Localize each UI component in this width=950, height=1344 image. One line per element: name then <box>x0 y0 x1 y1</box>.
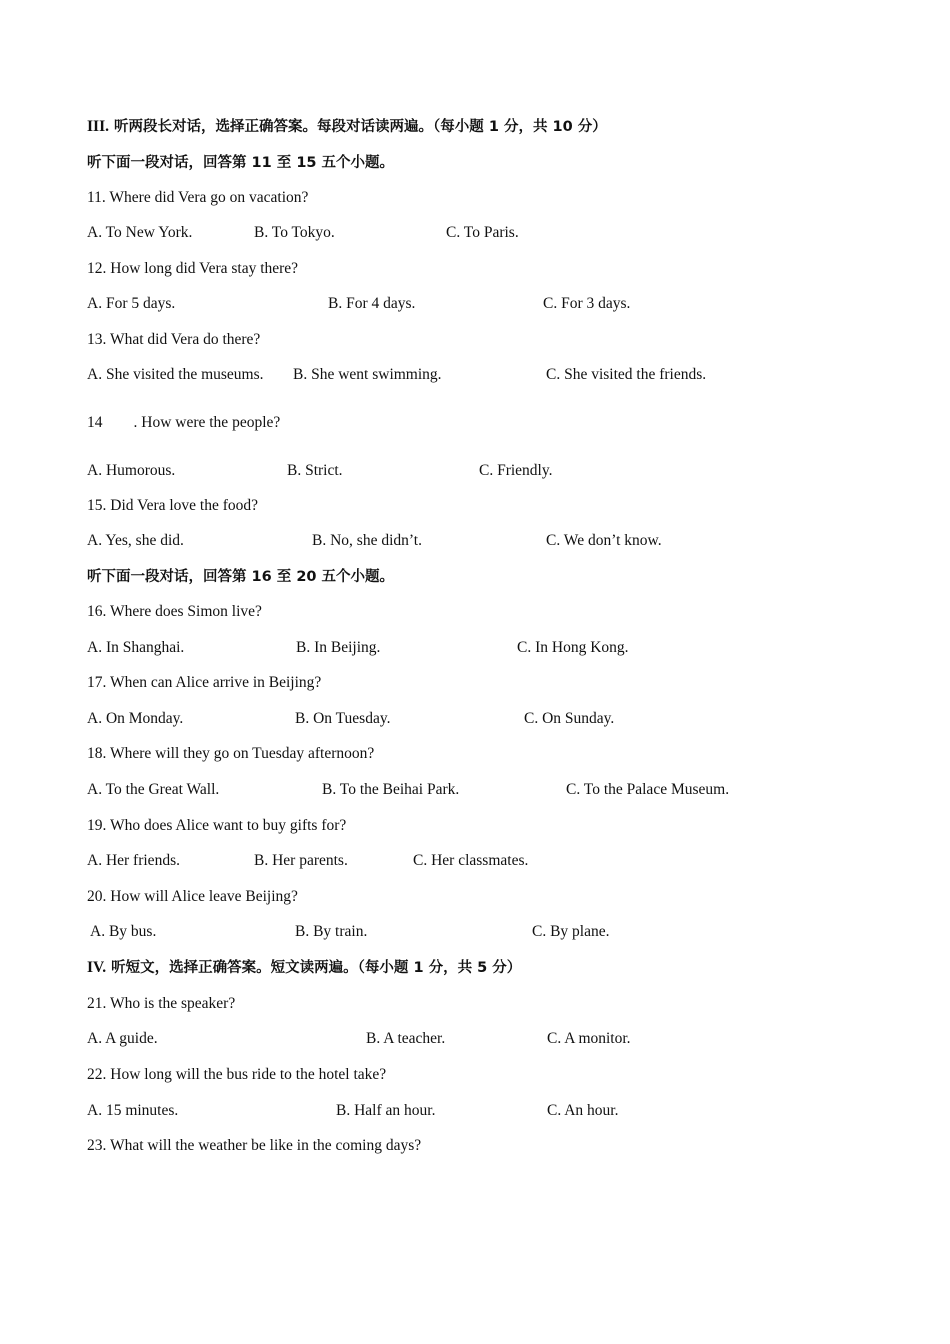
option-b: B. On Tuesday. <box>295 710 391 727</box>
option-c: C. Friendly. <box>479 462 553 479</box>
option-c: C. Her classmates. <box>413 852 529 869</box>
option-a: A. Humorous. <box>87 462 176 479</box>
option-b: B. No, she didn’t. <box>312 532 422 549</box>
question-21: 21. Who is the speaker? <box>87 995 236 1012</box>
section-4-heading <box>87 958 521 978</box>
option-b: B. Strict. <box>287 462 343 479</box>
option-b: B. Half an hour. <box>336 1102 436 1119</box>
option-b: B. Her parents. <box>254 852 348 869</box>
option-a: A. Her friends. <box>87 852 180 869</box>
section-3-heading <box>87 117 607 137</box>
option-a: A. In Shanghai. <box>87 639 185 656</box>
option-b: B. By train. <box>295 923 368 940</box>
option-a: A. 15 minutes. <box>87 1102 179 1119</box>
option-b: B. She went swimming. <box>293 366 442 383</box>
option-a: A. For 5 days. <box>87 295 176 312</box>
option-a: A. To the Great Wall. <box>87 781 220 798</box>
question-23: 23. What will the weather be like in the coming days? <box>87 1137 422 1154</box>
question-16: 16. Where does Simon live? <box>87 603 262 620</box>
option-c: C. By plane. <box>532 923 610 940</box>
option-a: A. On Monday. <box>87 710 184 727</box>
option-a: A. By bus. <box>90 923 157 940</box>
section-4-number: IV. <box>87 959 107 976</box>
dialog-2-intro: 听下面一段对话，回答第 16 至 20 五个小题。 <box>87 569 395 585</box>
option-a: A. To New York. <box>87 224 193 241</box>
question-15: 15. Did Vera love the food? <box>87 497 259 514</box>
question-18: 18. Where will they go on Tuesday afternoon? <box>87 745 375 762</box>
question-20: 20. How will Alice leave Beijing? <box>87 888 298 905</box>
question-14: 14 . How were the people? <box>87 414 281 431</box>
question-11: 11. Where did Vera go on vacation? <box>87 189 309 206</box>
option-c: C. On Sunday. <box>524 710 615 727</box>
option-b: B. To Tokyo. <box>254 224 335 241</box>
option-b: B. A teacher. <box>366 1030 446 1047</box>
section-4-title: 听短文，选择正确答案。短文读两遍。（每小题 1 分，共 5 分） <box>111 960 522 976</box>
option-b: B. To the Beihai Park. <box>322 781 460 798</box>
dialog-1-intro: 听下面一段对话，回答第 11 至 15 五个小题。 <box>87 155 395 171</box>
question-13: 13. What did Vera do there? <box>87 331 261 348</box>
question-12: 12. How long did Vera stay there? <box>87 260 299 277</box>
section-3-number: III. <box>87 118 109 135</box>
option-c: C. We don’t know. <box>546 532 662 549</box>
option-c: C. An hour. <box>547 1102 619 1119</box>
option-c: C. A monitor. <box>547 1030 631 1047</box>
option-a: A. She visited the museums. <box>87 366 264 383</box>
option-b: B. In Beijing. <box>296 639 381 656</box>
question-22: 22. How long will the bus ride to the hotel take? <box>87 1066 387 1083</box>
option-c: C. She visited the friends. <box>546 366 707 383</box>
question-17: 17. When can Alice arrive in Beijing? <box>87 674 322 691</box>
question-19: 19. Who does Alice want to buy gifts for? <box>87 817 347 834</box>
option-a: A. A guide. <box>87 1030 158 1047</box>
option-b: B. For 4 days. <box>328 295 416 312</box>
option-c: C. In Hong Kong. <box>517 639 629 656</box>
option-a: A. Yes, she did. <box>87 532 184 549</box>
section-3-title: 听两段长对话，选择正确答案。每段对话读两遍。（每小题 1 分，共 10 分） <box>114 119 607 135</box>
option-c: C. To the Palace Museum. <box>566 781 730 798</box>
option-c: C. To Paris. <box>446 224 519 241</box>
option-c: C. For 3 days. <box>543 295 631 312</box>
